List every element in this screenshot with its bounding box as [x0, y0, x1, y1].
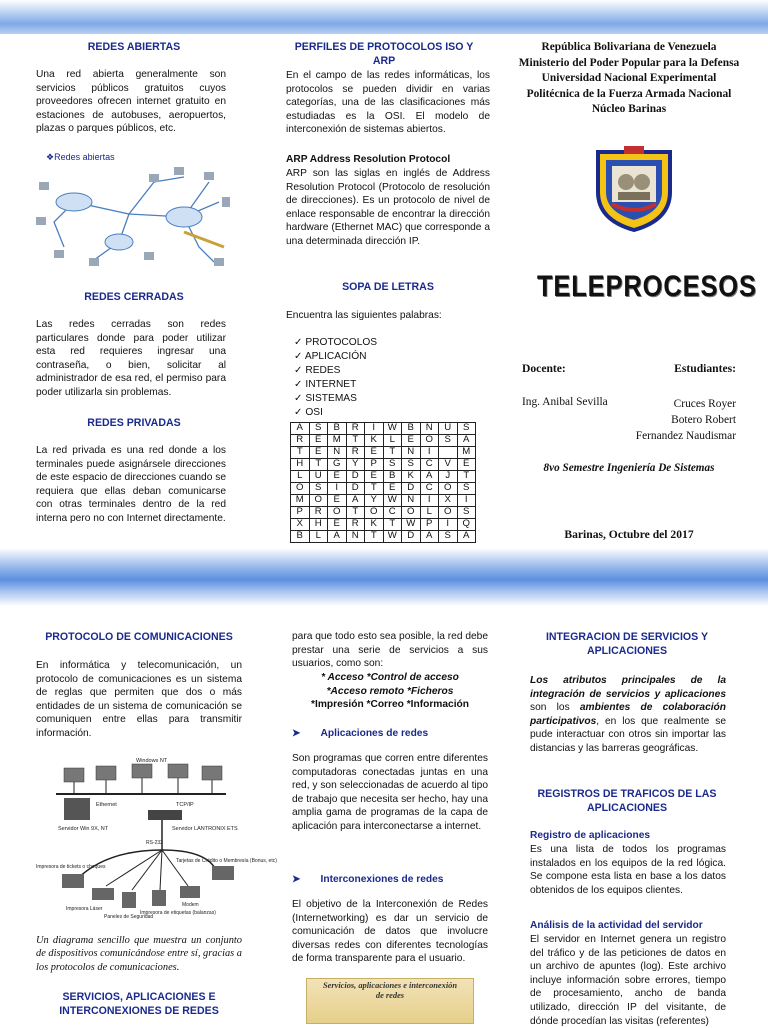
aplicaciones-heading: [292, 727, 488, 741]
diagram-label: Windows NT: [136, 758, 168, 764]
grid-cell: O: [291, 483, 310, 495]
grid-cell: K: [365, 519, 384, 531]
grid-cell: X: [439, 495, 458, 507]
integracion-bold: ambientes de colaboración participativos: [530, 702, 727, 727]
interconexiones-text: El objetivo de la Interconexión de Redes (Internetworking) es dar un servicio de comunicación de datos que involucre diversas redes con diferentes tecnologías de forma transparente para el usuario.: [292, 899, 488, 965]
grid-cell: E: [309, 435, 328, 447]
grid-cell: C: [383, 507, 402, 519]
grid-cell: I: [439, 519, 458, 531]
grid-cell: M: [457, 447, 476, 459]
grid-cell: O: [439, 507, 458, 519]
grid-cell: W: [383, 495, 402, 507]
grid-cell: J: [439, 471, 458, 483]
grid-row: [291, 447, 476, 459]
word-item: ✓ PROTOCOLOS: [294, 336, 377, 350]
grid-cell: R: [346, 447, 365, 459]
grid-cell: P: [365, 459, 384, 471]
word-item: ✓ APLICACIÓN: [294, 350, 377, 364]
date-line: Barinas, Octubre del 2017: [564, 528, 694, 541]
student-name: Botero Robert: [671, 414, 736, 426]
cover-line-country: República Bolivariana de Venezuela: [541, 41, 717, 53]
diagram-label: Impresora de tickets o cheques: [36, 864, 106, 870]
grid-cell: S: [457, 423, 476, 435]
diagram-label: Paneles de Seguridad: [104, 914, 154, 920]
student-list: [610, 396, 736, 444]
grid-cell: E: [328, 495, 347, 507]
grid-cell: B: [383, 471, 402, 483]
word-item: ✓ INTERNET: [294, 378, 377, 392]
redes-cerradas-heading: REDES CERRADAS: [84, 291, 184, 303]
grid-cell: L: [420, 507, 439, 519]
grid-cell: M: [291, 495, 310, 507]
grid-cell: A: [420, 471, 439, 483]
aplicaciones-text: Son programas que corren entre diferentes computadoras conectadas juntas en una red, y son seleccionadas de acuerdo al tipo de trabajo que necesita ser hecho, hay una amplia gama de programas de la capa de aplicación para interconectarse a internet.: [292, 753, 488, 832]
grid-cell: T: [309, 459, 328, 471]
grid-cell: S: [383, 459, 402, 471]
diagram-label: Impresora de etiquetas (balanzas): [140, 910, 216, 916]
grid-cell: S: [457, 507, 476, 519]
university-shield-logo: [594, 146, 674, 232]
cover-line-campus: Núcleo Barinas: [591, 103, 667, 116]
cover-institution: [516, 40, 742, 118]
grid-cell: R: [309, 507, 328, 519]
grid-cell: T: [346, 435, 365, 447]
diagram-label: Servidor LANTRONIX ETS: [172, 826, 238, 832]
grid-row: [291, 471, 476, 483]
grid-cell: M: [328, 435, 347, 447]
interconexiones-heading-text: Interconexiones de redes: [320, 874, 444, 885]
grid-cell: S: [457, 483, 476, 495]
grid-cell: U: [309, 471, 328, 483]
grid-cell: O: [309, 495, 328, 507]
grid-cell: X: [291, 519, 310, 531]
grid-cell: Y: [365, 495, 384, 507]
grid-row: [291, 459, 476, 471]
redes-abiertas-text: Una red abierta generalmente son servicios públicos gratuitos cuyos proveedores ofrecen internet gratuito en estaciones de autobuses, aeropuertos, plazas o parques públicos, etc.: [36, 69, 226, 135]
grid-cell: B: [328, 423, 347, 435]
grid-cell: N: [328, 447, 347, 459]
grid-cell: R: [291, 435, 310, 447]
open-network-diagram: [34, 162, 232, 274]
grid-cell: I: [328, 483, 347, 495]
diagram-caption: Un diagrama sencillo que muestra un conjunto de dispositivos comunicándose entre sí, gracias a los protocolos de comunicaciones.: [36, 935, 242, 973]
grid-row: [291, 531, 476, 543]
grid-cell: N: [402, 495, 421, 507]
grid-cell: P: [291, 507, 310, 519]
redes-privadas-text: La red privada es una red donde a los terminales puede asignársele direcciones de este espacio de direcciones cuando se requiera que ellas deban comunicarse con otras terminales dentro de la red interna pero no con Internet directamente.: [36, 445, 226, 524]
registro-aplicaciones-heading: Registro de aplicaciones: [530, 830, 651, 841]
grid-cell: L: [309, 531, 328, 543]
grid-cell: T: [383, 519, 402, 531]
top-decorative-band: [0, 0, 768, 34]
grid-cell: D: [346, 471, 365, 483]
grid-cell: S: [309, 483, 328, 495]
thumbnail-title: Servicios, aplicaciones e interconexión de redes: [323, 981, 457, 1000]
grid-cell: A: [328, 531, 347, 543]
grid-cell: L: [383, 435, 402, 447]
communications-protocol-diagram: [36, 750, 277, 930]
integracion-text: [530, 674, 726, 756]
grid-cell: N: [402, 447, 421, 459]
grid-cell: W: [383, 423, 402, 435]
servicios-thumbnail-image: [306, 978, 474, 1024]
protocolo-text: En informática y telecomunicación, un protocolo de comunicaciones es un sistema de reglas que permiten que dos o más entidades de un sistema de comunicación se comuniquen entre ellas para transmitir información.: [36, 660, 242, 739]
services-line: *Acceso remoto *Ficheros: [326, 685, 454, 697]
diagram-label: Servidor Win 9X, NT: [58, 826, 109, 832]
servicios-heading: SERVICIOS, APLICACIONES E INTERCONEXIONES DE REDES: [59, 991, 219, 1017]
grid-cell: O: [402, 507, 421, 519]
course-title: TELEPROCESOS: [536, 270, 757, 303]
grid-cell: T: [365, 483, 384, 495]
grid-cell: A: [291, 423, 310, 435]
grid-cell: D: [402, 483, 421, 495]
grid-cell: K: [365, 435, 384, 447]
registros-heading: REGISTROS DE TRAFICOS DE LAS APLICACIONES: [537, 788, 717, 814]
grid-cell: E: [402, 435, 421, 447]
grid-row: [291, 495, 476, 507]
grid-cell: A: [457, 531, 476, 543]
diagram-label: Tarjetas de Crédito o Membresía (Bonus, etc): [176, 858, 277, 864]
grid-row: [291, 507, 476, 519]
grid-cell: Y: [346, 459, 365, 471]
grid-cell: W: [383, 531, 402, 543]
grid-cell: A: [457, 435, 476, 447]
grid-cell: R: [346, 519, 365, 531]
services-line: *Impresión *Correo *Información: [311, 699, 469, 711]
grid-cell: C: [420, 483, 439, 495]
services-list: [292, 671, 488, 712]
grid-cell: I: [420, 447, 439, 459]
grid-cell: [439, 447, 458, 459]
grid-row: [291, 519, 476, 531]
student-name: Cruces Royer: [673, 398, 736, 410]
grid-cell: Q: [457, 519, 476, 531]
diagram-label: Impresora Láser: [66, 906, 103, 912]
grid-cell: T: [346, 507, 365, 519]
grid-cell: G: [328, 459, 347, 471]
grid-cell: N: [346, 531, 365, 543]
grid-cell: E: [328, 519, 347, 531]
grid-cell: R: [346, 423, 365, 435]
word-list: [294, 336, 377, 419]
cover-line-university: Universidad Nacional Experimental Politécnica de la Fuerza Armada Nacional: [526, 72, 732, 100]
perfiles-text: En el campo de las redes informáticas, los protocolos se pueden dividir en varias categorías, una de las clasificaciones más estudiadas es la OSI. El modelo de interconexión de sistemas abiertos.: [286, 70, 490, 136]
grid-cell: S: [402, 459, 421, 471]
grid-cell: I: [365, 423, 384, 435]
semester-line: 8vo Semestre Ingeniería De Sistemas: [543, 462, 715, 474]
word-item: ✓ REDES: [294, 364, 377, 378]
grid-cell: L: [291, 471, 310, 483]
word-item: ✓ SISTEMAS: [294, 392, 377, 406]
grid-cell: T: [383, 447, 402, 459]
grid-cell: H: [309, 519, 328, 531]
grid-cell: B: [291, 531, 310, 543]
arrow-icon: ➤: [292, 874, 301, 885]
analisis-heading: Análisis de la actividad del servidor: [530, 920, 703, 931]
docente-name: Ing. Anibal Sevilla: [522, 396, 608, 408]
arrow-icon: ➤: [292, 728, 301, 739]
interconexiones-heading: [292, 873, 488, 887]
grid-cell: O: [328, 507, 347, 519]
student-name: Fernandez Naudismar: [635, 430, 736, 442]
grid-cell: E: [383, 483, 402, 495]
grid-cell: S: [309, 423, 328, 435]
grid-cell: V: [439, 459, 458, 471]
word-item: ✓ OSI: [294, 406, 377, 420]
grid-row: [291, 435, 476, 447]
estudiantes-label: Estudiantes:: [674, 362, 736, 375]
registro-aplicaciones-text: Es una lista de todos los programas instalados en los equipos de la red lógica. Se compone esta lista en base a los datos obtenidos de los equipos clientes.: [530, 844, 726, 896]
grid-cell: I: [420, 495, 439, 507]
diagram-label: RS-232: [146, 840, 163, 846]
grid-cell: P: [420, 519, 439, 531]
docente-label: Docente:: [522, 362, 566, 375]
grid-cell: N: [420, 423, 439, 435]
grid-cell: B: [402, 423, 421, 435]
protocolo-heading: PROTOCOLO DE COMUNICACIONES: [45, 631, 233, 643]
redes-privadas-heading: REDES PRIVADAS: [87, 417, 181, 429]
integracion-heading: INTEGRACION DE SERVICIOS Y APLICACIONES: [545, 631, 709, 657]
grid-cell: T: [365, 531, 384, 543]
grid-cell: H: [291, 459, 310, 471]
sopa-intro: Encuentra las siguientes palabras:: [286, 310, 442, 321]
grid-cell: E: [365, 447, 384, 459]
grid-cell: S: [439, 435, 458, 447]
diagram-label: TCP/IP: [176, 802, 194, 808]
grid-cell: O: [420, 435, 439, 447]
grid-cell: K: [402, 471, 421, 483]
grid-cell: U: [439, 423, 458, 435]
perfiles-heading: PERFILES DE PROTOCOLOS ISO Y ARP: [294, 41, 474, 67]
grid-cell: C: [420, 459, 439, 471]
grid-cell: O: [439, 483, 458, 495]
services-line: * Acceso *Control de acceso: [321, 672, 459, 683]
redes-cerradas-text: Las redes cerradas son redes particulares donde para poder utilizar esta red requieres ingresar una contraseña, o bien, solicitar al administrador de esa red, el permiso para poder utilizarla sin problemas.: [36, 319, 226, 398]
grid-cell: D: [346, 483, 365, 495]
diagram-label: Modem: [182, 902, 199, 908]
analisis-text: El servidor en Internet genera un registro del tráfico y de las peticiones de datos en un archivo de apuntes (log). Este archivo incluye información sobre errores, tiempo de procesamiento, ancho de banda utilizado, dirección IP del visitante, de dónde procedían las visitas (referentes): [530, 934, 726, 1027]
integracion-tail: , en los que realmente se pude interactuar con otros sin importar las distancias y las barreras geográficas.: [530, 715, 726, 754]
cover-line-ministry: Ministerio del Poder Popular para la Defensa: [518, 56, 740, 69]
grid-cell: S: [439, 531, 458, 543]
grid-cell: O: [365, 507, 384, 519]
integracion-mid: son los: [530, 702, 580, 714]
arp-text: ARP son las siglas en inglés de Address Resolution Protocol (Protocolo de resolución de direcciones). Es un protocolo de nivel de enlace responsable de encontrar la dirección hardware (Ethernet MAC) que corresponde a una determinada dirección IP.: [286, 168, 490, 247]
redes-abiertas-heading: REDES ABIERTAS: [87, 41, 181, 53]
grid-cell: D: [402, 531, 421, 543]
grid-row: [291, 423, 476, 435]
word-search-grid: [290, 422, 476, 543]
integracion-lead: Los atributos principales de la integración de servicios y aplicaciones: [530, 675, 726, 700]
grid-cell: A: [420, 531, 439, 543]
grid-cell: W: [402, 519, 421, 531]
diagram-label: Ethernet: [96, 802, 117, 808]
grid-cell: I: [457, 495, 476, 507]
grid-cell: T: [457, 471, 476, 483]
grid-cell: E: [457, 459, 476, 471]
grid-cell: A: [346, 495, 365, 507]
grid-cell: T: [291, 447, 310, 459]
grid-row: [291, 483, 476, 495]
redes-abiertas-caption: ❖Redes abiertas: [46, 152, 115, 162]
grid-cell: E: [365, 471, 384, 483]
grid-cell: E: [309, 447, 328, 459]
servicios-intro: para que todo esto sea posible, la red debe prestar una serie de servicios a sus usuarios, como son:: [292, 631, 488, 670]
middle-decorative-band: [0, 548, 768, 606]
aplicaciones-heading-text: Aplicaciones de redes: [320, 728, 429, 739]
arp-heading: ARP Address Resolution Protocol: [286, 154, 451, 165]
sopa-heading: SOPA DE LETRAS: [342, 281, 434, 293]
grid-cell: E: [328, 471, 347, 483]
